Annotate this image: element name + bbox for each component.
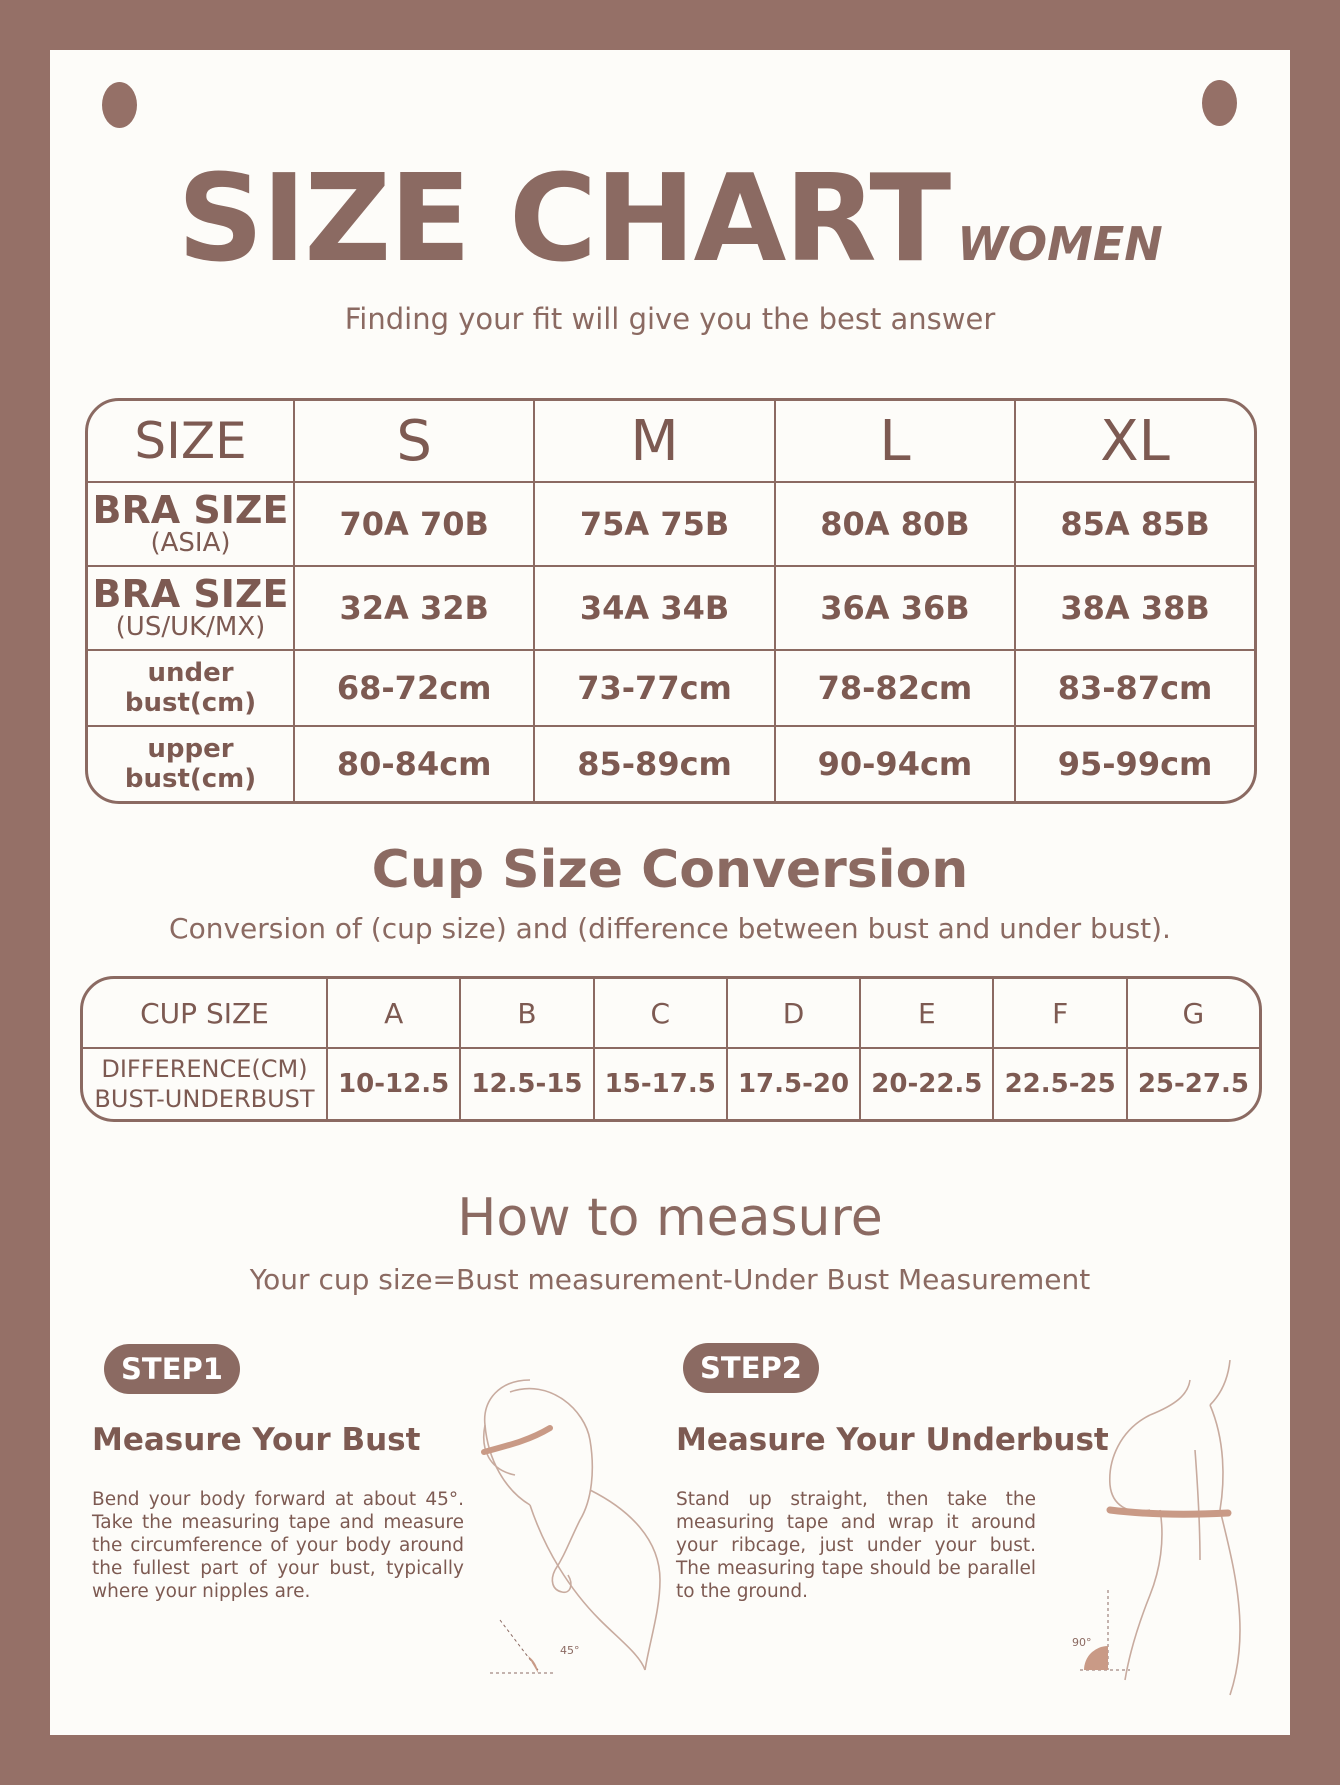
angle-label: 90°	[1072, 1636, 1092, 1649]
table-cell: 12.5-15	[460, 1048, 593, 1119]
hang-hole-right	[1202, 80, 1237, 126]
size-header-cell: SIZE	[88, 401, 294, 482]
cup-header-label: CUP SIZE	[83, 979, 327, 1048]
row-label-sub: (ASIA)	[150, 527, 231, 558]
angle-wedge	[1084, 1646, 1108, 1670]
cup-section-title: Cup Size Conversion	[371, 840, 969, 900]
table-row	[83, 1048, 1259, 1119]
table-cell: 95-99cm	[1015, 726, 1254, 801]
table-cell: 25-27.5	[1127, 1048, 1259, 1119]
cup-section-subtitle: Conversion of (cup size) and (difference between bust and under bust).	[169, 912, 1171, 945]
row-label	[88, 566, 294, 650]
table-cell: 17.5-20	[727, 1048, 860, 1119]
step2-badge: STEP2	[683, 1343, 819, 1393]
size-table-header-row	[88, 401, 1254, 482]
cup-header-cell: A	[327, 979, 460, 1048]
table-cell: 80A 80B	[775, 482, 1015, 566]
table-row	[88, 650, 1254, 726]
table-row	[88, 726, 1254, 801]
title-suffix: WOMEN	[957, 217, 1163, 271]
table-cell: 38A 38B	[1015, 566, 1254, 650]
row-label	[88, 482, 294, 566]
size-header-cell: S	[294, 401, 534, 482]
table-row	[88, 482, 1254, 566]
table-row	[88, 566, 1254, 650]
table-cell: 85-89cm	[534, 726, 774, 801]
table-cell: 32A 32B	[294, 566, 534, 650]
table-cell: 22.5-25	[993, 1048, 1126, 1119]
table-cell: 20-22.5	[860, 1048, 993, 1119]
title-main: SIZE CHART	[177, 150, 950, 289]
table-cell: 34A 34B	[534, 566, 774, 650]
step2-description: Stand up straight, then take the measuring tape and wrap it around your ribcage, just under your bust. The measuring tape should be parallel to the ground.	[676, 1489, 1036, 1602]
size-header-cell: M	[534, 401, 774, 482]
table-cell: 75A 75B	[534, 482, 774, 566]
table-cell: 15-17.5	[594, 1048, 727, 1119]
hang-hole-left	[102, 82, 137, 128]
row-label-sub: (US/UK/MX)	[115, 611, 266, 642]
table-cell: 68-72cm	[294, 650, 534, 726]
cup-header-cell: F	[993, 979, 1126, 1048]
measure-section-subtitle: Your cup size=Bust measurement-Under Bust Measurement	[249, 1263, 1091, 1296]
difference-label-line2: BUST-UNDERBUST	[94, 1085, 315, 1113]
table-cell: 73-77cm	[534, 650, 774, 726]
difference-row-label	[83, 1048, 327, 1119]
cup-header-cell: G	[1127, 979, 1259, 1048]
size-header-cell: XL	[1015, 401, 1254, 482]
cup-header-cell: D	[727, 979, 860, 1048]
step1-badge: STEP1	[104, 1344, 240, 1394]
cup-header-cell: E	[860, 979, 993, 1048]
size-chart-card	[50, 50, 1290, 1735]
cup-header-cell: B	[460, 979, 593, 1048]
tagline: Finding your fit will give you the best answer	[344, 302, 996, 336]
step1-heading: Measure Your Bust	[92, 1422, 421, 1458]
step1-description: Bend your body forward at about 45°. Take the measuring tape and measure the circumference of your body around the fullest part of your bust, typically where your nipples are.	[92, 1489, 464, 1602]
table-cell: 80-84cm	[294, 726, 534, 801]
table-cell: 85A 85B	[1015, 482, 1254, 566]
table-cell: 78-82cm	[775, 650, 1015, 726]
bust-measure-illustration	[470, 1370, 710, 1690]
table-cell: 36A 36B	[775, 566, 1015, 650]
row-label-main: under bust(cm)	[124, 657, 257, 718]
table-cell: 83-87cm	[1015, 650, 1254, 726]
angle-label: 45°	[560, 1644, 580, 1657]
measuring-tape	[1110, 1510, 1228, 1514]
measuring-tape	[484, 1428, 550, 1452]
underbust-measure-illustration	[1050, 1360, 1290, 1700]
row-label	[88, 726, 294, 801]
cup-table-header-row	[83, 979, 1259, 1048]
size-header-cell: L	[775, 401, 1015, 482]
cup-table	[80, 976, 1262, 1122]
row-label	[88, 650, 294, 726]
table-cell: 90-94cm	[775, 726, 1015, 801]
difference-label-line1: DIFFERENCE(CM)	[101, 1055, 308, 1083]
row-label-main: BRA SIZE	[92, 487, 289, 532]
row-label-main: BRA SIZE	[92, 571, 289, 616]
table-cell: 70A 70B	[294, 482, 534, 566]
measure-section-title: How to measure	[457, 1188, 883, 1248]
row-label-main: upper bust(cm)	[124, 733, 257, 794]
cup-header-cell: C	[594, 979, 727, 1048]
page-title	[50, 150, 1290, 289]
step2-heading: Measure Your Underbust	[676, 1422, 1109, 1458]
table-cell: 10-12.5	[327, 1048, 460, 1119]
size-table	[85, 398, 1257, 804]
